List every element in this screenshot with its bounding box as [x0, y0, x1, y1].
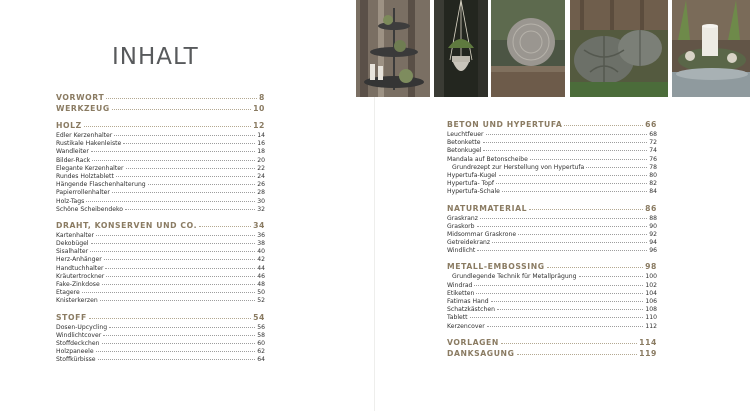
toc-entry-label: Herz-Anhänger [56, 256, 102, 264]
dot-leader [105, 268, 255, 269]
toc-page-number: 58 [257, 331, 265, 339]
toc-entry-label: Sisalhalter [56, 248, 89, 256]
toc-entry-label: Mandala auf Betonscheibe [447, 155, 528, 163]
toc-heading-label: HOLZ [56, 121, 82, 130]
toc-section [447, 338, 657, 348]
dot-leader [82, 292, 256, 293]
toc-entry-label: Grundrezept zur Herstellung von Hypertufa [452, 163, 585, 171]
dot-leader [497, 309, 643, 310]
toc-entry [56, 206, 265, 214]
toc-entry [56, 273, 265, 281]
toc-entry [56, 265, 265, 273]
toc-entry [447, 239, 657, 247]
toc-page-number: 66 [645, 120, 657, 129]
toc-page-number: 92 [649, 230, 657, 238]
toc-entry-label: Schatzkästchen [447, 306, 495, 314]
toc-entry-label: Rustikale Hakenleiste [56, 140, 122, 148]
toc-entry-label: Windlicht [447, 247, 476, 255]
dot-leader [89, 318, 251, 319]
toc-entry [447, 164, 657, 172]
toc-entry [447, 231, 657, 239]
toc-entry [56, 248, 265, 256]
toc-page-number: 32 [257, 205, 265, 213]
dot-leader [96, 235, 255, 236]
toc-page-number: 10 [253, 104, 265, 113]
toc-page-number: 112 [645, 322, 657, 330]
page-title: INHALT [112, 44, 199, 70]
toc-heading-label: VORLAGEN [447, 337, 499, 347]
toc-entry-label: Wandleiter [56, 148, 89, 156]
toc-entry [447, 323, 657, 331]
dot-leader [96, 351, 256, 352]
toc-entry-label: Holzpaneele [56, 348, 94, 356]
toc-page-number: 36 [257, 231, 265, 239]
toc-page-number: 82 [649, 180, 657, 188]
toc-heading-label: BETON UND HYPERTUFA [447, 120, 563, 129]
dot-leader [98, 359, 256, 360]
toc-entry-label: Stoffkürbisse [56, 356, 96, 364]
toc-entry [56, 157, 265, 165]
toc-section-heading [56, 221, 265, 231]
dot-leader [501, 343, 637, 344]
toc-entry-label: Hypertufa-Kugel [447, 171, 497, 179]
toc-page-number: 30 [257, 197, 265, 205]
toc-page-number: 94 [649, 239, 657, 247]
dot-leader [104, 259, 256, 260]
dot-leader [103, 335, 255, 336]
toc-entry [447, 282, 657, 290]
toc-entry-label: Etagere [56, 289, 80, 297]
toc-page-number: 119 [639, 348, 657, 358]
toc-page-number: 110 [645, 314, 657, 322]
toc-page-number: 52 [257, 297, 265, 305]
dot-leader [486, 134, 648, 135]
toc-entry [56, 256, 265, 264]
toc-entry-label: Papierrollenhalter [56, 189, 110, 197]
toc-entry-label: Knisterkerzen [56, 297, 98, 305]
toc-entry [56, 332, 265, 340]
dot-leader [116, 176, 255, 177]
toc-entry [447, 131, 657, 139]
toc-section [56, 93, 265, 103]
dot-leader [92, 160, 255, 161]
toc-section-heading [447, 204, 657, 214]
dot-leader [470, 317, 644, 318]
toc-entry [447, 139, 657, 147]
toc-page-number: 12 [253, 121, 265, 130]
dot-leader [112, 109, 251, 110]
toc-entry [56, 240, 265, 248]
toc-section [447, 262, 657, 330]
toc-entry [447, 273, 657, 281]
toc-page-number: 98 [645, 262, 657, 272]
toc-page-number: 96 [649, 247, 657, 255]
toc-entry-label: Stoffdeckchen [56, 339, 100, 347]
dot-leader [491, 301, 644, 302]
dot-leader [530, 159, 647, 160]
toc-entry [447, 172, 657, 180]
dot-leader [199, 226, 251, 227]
toc-page-number: 26 [257, 181, 265, 189]
toc-section [447, 120, 657, 197]
toc-page-number: 54 [253, 312, 265, 322]
toc-page-number: 38 [257, 240, 265, 248]
dot-leader [148, 184, 256, 185]
toc-entry-label: Dekobügel [56, 240, 89, 248]
toc-heading-label: VORWORT [56, 93, 105, 102]
toc-page-number: 62 [257, 348, 265, 356]
toc-page-number: 18 [257, 148, 265, 156]
toc-section [447, 349, 657, 359]
toc-section-heading [447, 349, 657, 359]
toc-page-number: 24 [257, 172, 265, 180]
toc-page-number: 44 [257, 264, 265, 272]
toc-heading-label: DANKSAGUNG [447, 348, 515, 358]
toc-page-number: 114 [639, 337, 657, 347]
toc-page-number: 84 [649, 188, 657, 196]
toc-section [56, 221, 265, 306]
toc-entry-label: Windrad [447, 281, 473, 289]
toc-entry [447, 156, 657, 164]
toc-page-number: 14 [257, 132, 265, 139]
dot-leader [502, 191, 647, 192]
toc-page-number: 20 [257, 156, 265, 164]
dot-leader [123, 143, 255, 144]
toc-entry-label: Graskorb [447, 222, 475, 230]
dot-leader [564, 125, 643, 126]
toc-page-number: 46 [257, 272, 265, 280]
toc-entry [56, 148, 265, 156]
toc-entry [447, 298, 657, 306]
dot-leader [517, 354, 638, 355]
toc-page-number: 68 [649, 131, 657, 138]
toc-page-number: 28 [257, 189, 265, 197]
toc-entry-label: Betonkette [447, 139, 481, 147]
toc-entry-label: Hypertufa-Schale [447, 188, 500, 196]
toc-section [56, 104, 265, 114]
dot-leader [547, 267, 643, 268]
toc-page-number: 64 [257, 356, 265, 364]
toc-section-heading [56, 104, 265, 114]
toc-entry-label: Fake-Zinkdose [56, 281, 100, 288]
toc-section-heading [56, 121, 265, 131]
toc-entry-label: Kräutertrockner [56, 272, 105, 280]
toc-entry [56, 348, 265, 356]
toc-entry [56, 140, 265, 148]
toc-entry-label: Fatimas Hand [447, 298, 489, 305]
toc-entry [56, 165, 265, 173]
toc-page-number: 16 [257, 140, 265, 148]
dot-leader [126, 168, 256, 169]
dot-leader [91, 243, 256, 244]
toc-entry-label: Midsommar Graskrone [447, 230, 517, 238]
toc-entry [447, 314, 657, 322]
toc-section-heading [56, 93, 265, 103]
toc-page-number: 104 [645, 289, 657, 297]
toc-entry [56, 198, 265, 206]
toc-entry [447, 188, 657, 196]
dot-leader [499, 175, 648, 176]
toc-page-number: 48 [257, 281, 265, 288]
toc-page-number: 8 [259, 93, 265, 102]
toc-entry-label: Elegante Kerzenhalter [56, 164, 124, 172]
toc-section-heading [56, 313, 265, 323]
dot-leader [90, 251, 255, 252]
toc-entry-label: Holz-Tags [56, 197, 85, 205]
toc-entry-label: Grundlegende Technik für Metallprägung [452, 273, 577, 281]
toc-section-heading [447, 262, 657, 272]
toc-entry-label: Edler Kerzenhalter [56, 132, 113, 139]
toc-heading-label: WERKZEUG [56, 104, 110, 113]
dot-leader [84, 126, 251, 127]
toc-entry [56, 356, 265, 364]
toc-page-number: 74 [649, 147, 657, 155]
dot-leader [496, 183, 647, 184]
toc-page-number: 86 [645, 203, 657, 213]
toc-entry [56, 340, 265, 348]
toc-page-number: 90 [649, 222, 657, 230]
dot-leader [86, 201, 255, 202]
toc-page-number: 22 [257, 164, 265, 172]
toc-entry [56, 232, 265, 240]
toc-entry [56, 189, 265, 197]
toc-entry-label: Tablett [447, 314, 468, 322]
toc-page-number: 60 [257, 339, 265, 347]
toc-entry [56, 173, 265, 181]
toc-left-column [56, 93, 265, 372]
dot-leader [125, 209, 255, 210]
dot-leader [102, 284, 256, 285]
toc-entry [56, 281, 265, 289]
dot-leader [100, 300, 255, 301]
toc-heading-label: METALL-EMBOSSING [447, 262, 545, 272]
toc-entry-label: Etiketten [447, 289, 475, 297]
toc-page-number: 80 [649, 171, 657, 179]
toc-entry-label: Dosen-Upcycling [56, 323, 108, 331]
dot-leader [106, 98, 257, 99]
dot-leader [109, 327, 255, 328]
dot-leader [474, 285, 643, 286]
toc-entry-label: Hängende Flaschenhalterung [56, 181, 146, 189]
toc-section-heading [447, 338, 657, 348]
toc-page-number: 72 [649, 139, 657, 147]
toc-entry [447, 306, 657, 314]
toc-section [56, 121, 265, 214]
candle-arrangement-photo [672, 0, 750, 97]
toc-entry-label: Bilder-Rack [56, 156, 91, 164]
toc-page-number: 34 [253, 220, 265, 230]
dot-leader [106, 276, 255, 277]
dot-leader [518, 234, 647, 235]
toc-heading-label: NATURMATERIAL [447, 203, 528, 213]
dot-leader [586, 167, 647, 168]
toc-page-number: 56 [257, 323, 265, 331]
fabric-pumpkins-photo [570, 0, 668, 97]
dot-leader [112, 192, 255, 193]
toc-entry [56, 289, 265, 297]
toc-page-number: 42 [257, 256, 265, 264]
toc-entry [447, 215, 657, 223]
toc-entry [447, 247, 657, 255]
toc-entry-label: Graskranz [447, 214, 478, 222]
toc-page-number: 106 [645, 298, 657, 305]
toc-section [56, 313, 265, 365]
dot-leader [477, 250, 647, 251]
toc-entry [447, 290, 657, 298]
tiered-stand-photo [356, 0, 430, 97]
dot-leader [91, 151, 255, 152]
dot-leader [477, 226, 648, 227]
toc-entry-label: Rundes Holztablett [56, 172, 114, 180]
dot-leader [529, 209, 643, 210]
toc-page-number: 50 [257, 289, 265, 297]
toc-page-number: 76 [649, 155, 657, 163]
toc-page-number: 88 [649, 214, 657, 222]
toc-page-number: 108 [645, 306, 657, 314]
toc-heading-label: DRAHT, KONSERVEN UND CO. [56, 220, 198, 230]
toc-entry [56, 132, 265, 140]
toc-entry-label: Schöne Scheibendeko [56, 205, 124, 213]
toc-section-heading [447, 120, 657, 130]
dot-leader [102, 343, 256, 344]
toc-entry [447, 223, 657, 231]
toc-entry [56, 297, 265, 305]
toc-page-number: 102 [645, 281, 657, 289]
dot-leader [114, 135, 255, 136]
toc-entry-label: Leuchtfeuer [447, 131, 484, 138]
toc-heading-label: STOFF [56, 312, 87, 322]
dot-leader [480, 218, 647, 219]
toc-entry-label: Betonkugel [447, 147, 482, 155]
toc-entry [447, 147, 657, 155]
toc-entry-label: Kartenhalter [56, 231, 95, 239]
toc-entry-label: Handtuchhalter [56, 264, 104, 272]
toc-entry-label: Getreidekranz [447, 239, 491, 247]
toc-page-number: 100 [645, 273, 657, 281]
toc-entry-label: Windlichtcover [56, 331, 102, 339]
toc-section [447, 204, 657, 256]
toc-right-column [447, 120, 657, 366]
toc-entry-label: Hypertufa- Topf [447, 180, 495, 188]
dot-leader [476, 293, 643, 294]
toc-entry [447, 180, 657, 188]
toc-entry [56, 181, 265, 189]
dot-leader [483, 150, 647, 151]
toc-page-number: 78 [649, 163, 657, 171]
dot-leader [579, 276, 644, 277]
dot-leader [483, 142, 648, 143]
concrete-disc-photo [491, 0, 565, 97]
toc-entry-label: Kerzencover [447, 322, 485, 330]
hanging-planter-photo [434, 0, 488, 97]
toc-entry [56, 324, 265, 332]
dot-leader [487, 326, 644, 327]
dot-leader [492, 242, 647, 243]
toc-page-number: 40 [257, 248, 265, 256]
